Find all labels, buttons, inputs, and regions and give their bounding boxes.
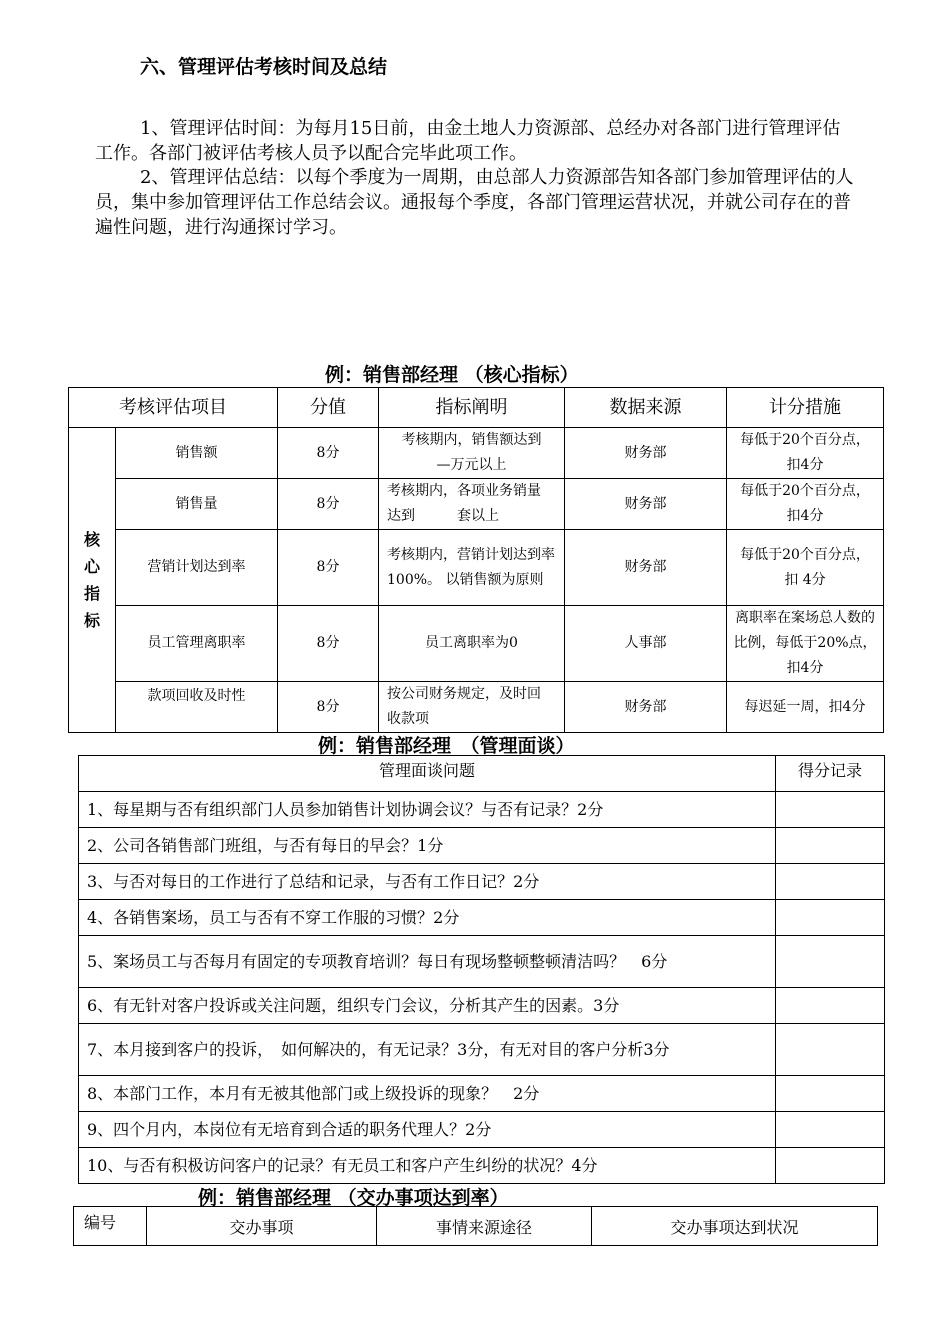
header-number: 编号 <box>74 1207 147 1246</box>
question-cell: 7、本月接到客户的投诉， 如何解决的，有无记录？3分，有无对目的客户分析3分 <box>79 1024 776 1076</box>
table-row <box>79 1024 885 1076</box>
score-record-cell[interactable] <box>776 1076 885 1112</box>
item-cell: 销售额 <box>116 428 278 479</box>
table-row <box>79 1112 885 1148</box>
item-cell: 员工管理离职率 <box>116 606 278 682</box>
score-record-cell[interactable] <box>776 792 885 828</box>
score-record-cell[interactable] <box>776 1024 885 1076</box>
method-cell: 每迟延一周，扣4分 <box>727 682 884 733</box>
question-cell: 4、各销售案场，员工与否有不穿工作服的习惯？2分 <box>79 900 776 936</box>
core-table-title: 例：销售部经理 （核心指标） <box>325 364 579 386</box>
table-row <box>69 606 884 682</box>
method-cell: 每低于20个百分点，扣4分 <box>727 428 884 479</box>
method-cell: 每低于20个百分点，扣 4分 <box>727 530 884 606</box>
source-cell: 财务部 <box>565 479 727 530</box>
table-header-row <box>74 1207 878 1246</box>
tasks-table <box>73 1206 878 1246</box>
table-row <box>79 1076 885 1112</box>
table-row <box>79 900 885 936</box>
table-row <box>69 428 884 479</box>
header-score: 分值 <box>278 388 379 428</box>
table-row <box>79 828 885 864</box>
score-cell: 8分 <box>278 530 379 606</box>
question-cell: 6、有无针对客户投诉或关注问题，组织专门会议，分析其产生的因素。3分 <box>79 988 776 1024</box>
score-cell: 8分 <box>278 428 379 479</box>
source-cell: 财务部 <box>565 530 727 606</box>
question-cell: 3、与否对每日的工作进行了总结和记录，与否有工作日记？2分 <box>79 864 776 900</box>
table-row <box>69 530 884 606</box>
score-record-cell[interactable] <box>776 936 885 988</box>
header-item: 考核评估项目 <box>69 388 278 428</box>
source-cell: 财务部 <box>565 428 727 479</box>
header-task-status: 交办事项达到状况 <box>592 1207 878 1246</box>
table-row <box>79 792 885 828</box>
tasks-table-title: 例：销售部经理 （交办事项达到率） <box>198 1187 509 1209</box>
table-header-row <box>79 756 885 792</box>
description-cell: 考核期内，各项业务销量达到 套以上 <box>379 479 565 530</box>
header-question: 管理面谈问题 <box>79 756 776 792</box>
score-record-cell[interactable] <box>776 1148 885 1184</box>
question-cell: 5、案场员工与否每月有固定的专项教育培训？每日有现场整顿整顿清洁吗？ 6分 <box>79 936 776 988</box>
paragraph-assessment-summary: 2、管理评估总结：以每个季度为一周期，由总部人力资源部告知各部门参加管理评估的人员，集中参加管理评估工作总结会议。通报每个季度，各部门管理运营状况，并就公司存在的普遍性问题，进行沟通探讨学习。 <box>95 167 854 238</box>
score-cell: 8分 <box>278 606 379 682</box>
method-cell: 离职率在案场总人数的比例，每低于20%点，扣4分 <box>727 606 884 682</box>
header-description: 指标阐明 <box>379 388 565 428</box>
paragraph-assessment-time: 1、管理评估时间：为每月15日前，由金土地人力资源部、总经办对各部门进行管理评估工作。各部门被评估考核人员予以配合完毕此项工作。 <box>95 118 841 164</box>
method-cell: 每低于20个百分点，扣4分 <box>727 479 884 530</box>
score-cell: 8分 <box>278 479 379 530</box>
source-cell: 人事部 <box>565 606 727 682</box>
question-cell: 10、与否有积极访问客户的记录？有无员工和客户产生纠纷的状况？4分 <box>79 1148 776 1184</box>
table-row <box>69 479 884 530</box>
core-indicators-table <box>68 387 884 733</box>
category-label: 核心指标 <box>83 530 100 630</box>
description-cell: 按公司财务规定，及时回收款项 <box>379 682 565 733</box>
score-record-cell[interactable] <box>776 988 885 1024</box>
section-heading: 六、管理评估考核时间及总结 <box>140 56 388 78</box>
question-cell: 1、每星期与否有组织部门人员参加销售计划协调会议？与否有记录？2分 <box>79 792 776 828</box>
question-cell: 8、本部门工作，本月有无被其他部门或上级投诉的现象？ 2分 <box>79 1076 776 1112</box>
item-cell: 销售量 <box>116 479 278 530</box>
score-record-cell[interactable] <box>776 864 885 900</box>
table-row <box>79 1148 885 1184</box>
header-method: 计分措施 <box>727 388 884 428</box>
description-cell: 员工离职率为0 <box>379 606 565 682</box>
header-task: 交办事项 <box>147 1207 377 1246</box>
question-cell: 2、公司各销售部门班组，与否有每日的早会？1分 <box>79 828 776 864</box>
item-cell: 款项回收及时性 <box>116 682 278 733</box>
description-cell: 考核期内，营销计划达到率100%。 以销售额为原则 <box>379 530 565 606</box>
table-row <box>69 682 884 733</box>
interview-table <box>78 755 885 1184</box>
table-header-row <box>69 388 884 428</box>
description-cell: 考核期内，销售额达到—万元以上 <box>379 428 565 479</box>
score-record-cell[interactable] <box>776 1112 885 1148</box>
table-row <box>79 936 885 988</box>
header-task-source: 事情来源途径 <box>377 1207 592 1246</box>
score-cell: 8分 <box>278 682 379 733</box>
score-record-cell[interactable] <box>776 900 885 936</box>
header-source: 数据来源 <box>565 388 727 428</box>
category-cell <box>69 428 116 733</box>
source-cell: 财务部 <box>565 682 727 733</box>
question-cell: 9、四个月内，本岗位有无培育到合适的职务代理人？2分 <box>79 1112 776 1148</box>
header-score-record: 得分记录 <box>776 756 885 792</box>
table-row <box>79 988 885 1024</box>
item-cell: 营销计划达到率 <box>116 530 278 606</box>
table-row <box>79 864 885 900</box>
score-record-cell[interactable] <box>776 828 885 864</box>
interview-table-title: 例：销售部经理 （管理面谈） <box>318 735 575 757</box>
